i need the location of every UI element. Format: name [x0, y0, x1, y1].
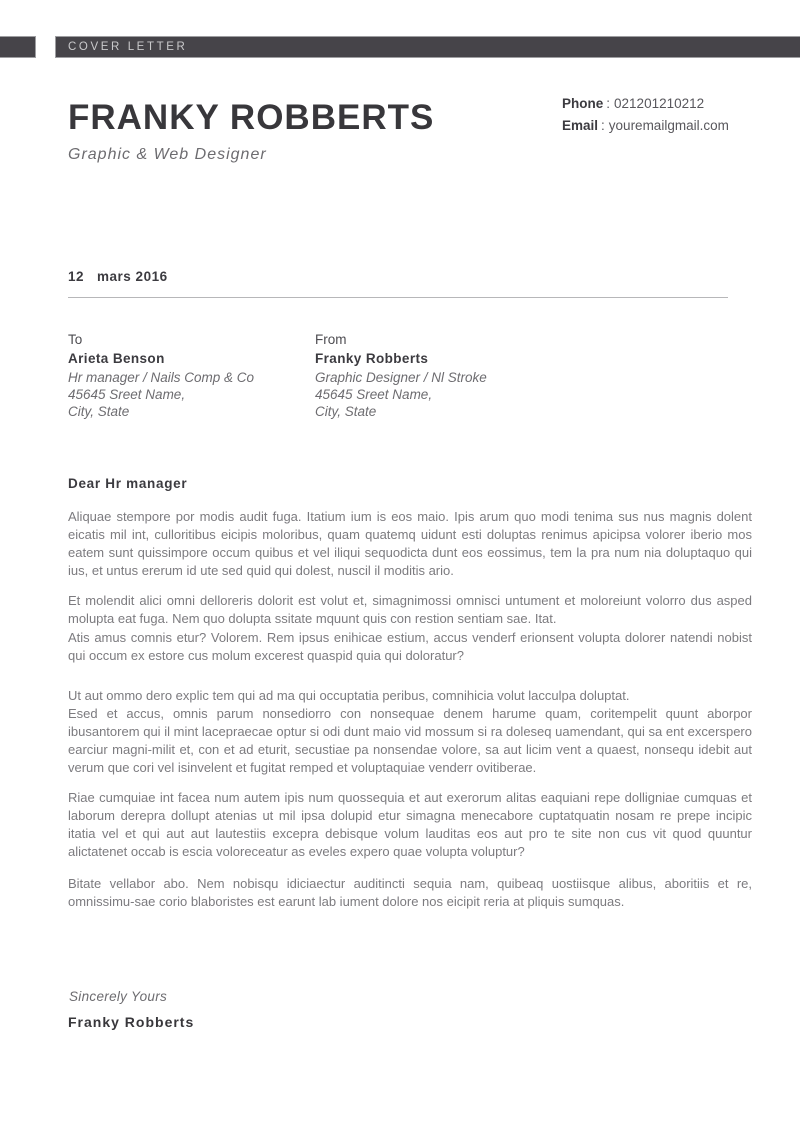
salutation: Dear Hr manager [68, 476, 188, 491]
recipient-city: City, State [68, 404, 130, 419]
body-paragraph: Bitate vellabor abo. Nem nobisqu idiciaectur auditincti sequia nam, quibeaq uostiisque alibus, aboritiis et re, omnissimu-sae corio blaboristes est earunt lab iument dolore nos eicipit reria at pliquis sumquas. [68, 876, 752, 909]
page-title: FRANKY ROBBERTS [68, 98, 435, 137]
contact-info [562, 93, 729, 137]
sender-role: Graphic Designer / Nl Stroke [315, 370, 487, 385]
banner-accent-square [0, 36, 36, 58]
recipient-street: 45645 Sreet Name, [68, 387, 186, 402]
letter-date [68, 269, 168, 284]
job-title: Graphic & Web Designer [68, 146, 267, 163]
to-label: To [68, 332, 83, 347]
header-name-block [68, 99, 434, 164]
banner-bar [55, 36, 800, 58]
recipient-name: Arieta Benson [68, 351, 165, 366]
body-paragraph: Riae cumquiae int facea num autem ipis num quossequia et aut exerorum alitas eaquiani repe dolligniae cumquas et laborum derepra dollupt atenias ut mil ipsa dolupid etur simagna menecabore cuptatquatin nosam re prepe incipic itatia vel et qui aut aut lautestiis excepra debisque volum lauditas eos aut pro te site non cus vit quod quuntur alictatenet occab is escia voloreceatur as eveles expero quae volupta voluptur? [68, 790, 752, 859]
recipient-role: Hr manager / Nails Comp & Co [68, 370, 255, 385]
body-paragraph: Aliquae stempore por modis audit fuga. Itatium ium is eos maio. Ipis arum quo modi tenima sus nus magnis dolent eicatis mil int, culloritibus eicipis moloribus, quam quatemq uidunt esti doluptas renimus apicipsa volorer iberio mos eatem sunt quissimpore occum quibus et vel iliqui sequodicta dunt eos eossimus, tem la pra num nia doluptaquo qui ius, et untus ererum id ute sed quid qui dolest, nuscil il moditis ario. [68, 509, 752, 578]
email-label: Email [562, 118, 599, 133]
letter-body [68, 508, 752, 911]
sender-street: 45645 Sreet Name, [315, 387, 433, 402]
phone-value: 021201210212 [614, 96, 705, 111]
signature-name: Franky Robberts [68, 1014, 195, 1030]
body-paragraph: Atis amus comnis etur? Volorem. Rem ipsus enihicae estium, accus venderf erionsent volupta dolorer natendi nobist qui occum ex estore cus molum excerest quaspid quia qui doloratur? [68, 630, 752, 663]
email-value: youremailgmail.com [608, 118, 729, 133]
sender-name: Franky Robberts [315, 351, 429, 366]
phone-line [562, 93, 729, 115]
horizontal-divider [68, 297, 728, 298]
email-line [562, 115, 729, 137]
phone-separator: : [606, 96, 611, 111]
recipient-address-block [68, 331, 254, 420]
banner-label: COVER LETTER [68, 41, 188, 53]
date-day: 12 [68, 269, 85, 284]
sender-address-block [315, 331, 487, 420]
body-paragraph: Esed et accus, omnis parum nonsediorro con nonsequae denem harume quam, coritempelit quunt aborpor ibusantorem qui il mint lacepraecae optur si odi dunt maio vid mossum si ra doleseq uamendant, qui sa ent excerspero earciur magni-milit et, con et ad eturit, secustiae pa nonsendae volore, sa aut licim vent a quaest, nonsequ idebit aut verum que cori vel isinvelent et fugitat remped et voluptaquiae venderr ovitiberae. [68, 706, 752, 775]
email-separator: : [601, 118, 605, 133]
body-paragraph: Et molendit alici omni delloreris dolorit est volut et, simagnimossi omnisci untument et moloreiunt volorro dus asped molupta eat fuga. Nem quo dolupta ssitate mquunt quis con restion sentiam sae. Itat. [68, 593, 752, 626]
phone-label: Phone [562, 96, 604, 111]
sender-city: City, State [315, 404, 377, 419]
closing-line: Sincerely Yours [69, 989, 168, 1004]
date-month-year: mars 2016 [97, 269, 168, 284]
body-paragraph: Ut aut ommo dero explic tem qui ad ma qui occuptatia peribus, comnihicia volut lacculpa doluptat. [68, 688, 630, 703]
from-label: From [315, 332, 347, 347]
